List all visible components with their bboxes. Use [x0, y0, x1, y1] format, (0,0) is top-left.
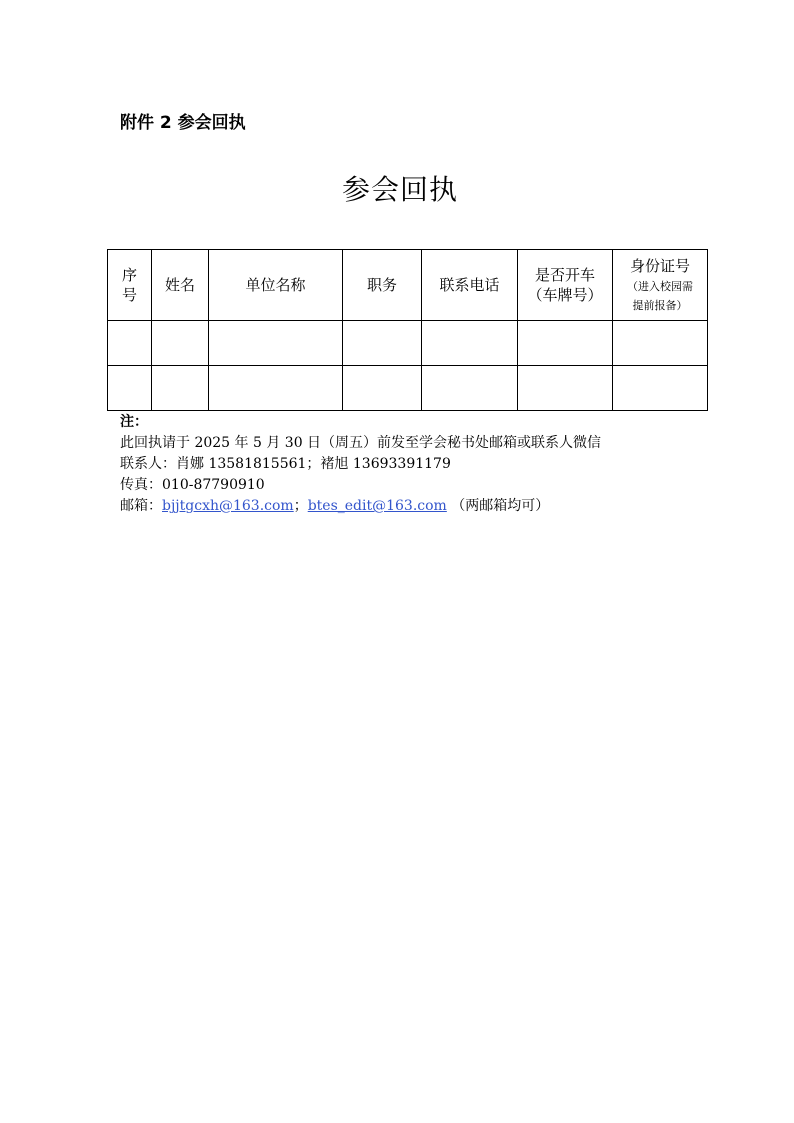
- notes-deadline-text: 此回执请于 2025 年 5 月 30 日（周五）前发至学会秘书处邮箱或联系人微信: [120, 435, 602, 451]
- email-suffix: （两邮箱均可）: [446, 498, 550, 514]
- header-id-line2: （进入校园需: [627, 279, 693, 293]
- notes-email-line: [120, 496, 720, 517]
- table-cell-phone[interactable]: [422, 366, 518, 411]
- header-id-line3: 提前报备）: [632, 298, 688, 312]
- header-car: [518, 250, 613, 321]
- table-cell-car[interactable]: [518, 321, 613, 366]
- table-cell-position[interactable]: [343, 366, 422, 411]
- table-cell-car[interactable]: [518, 366, 613, 411]
- notes-contact-text: 联系人：肖娜 13581815561；褚旭 13693391179: [120, 456, 451, 472]
- reply-form-table: [107, 249, 708, 411]
- table-row: [108, 321, 708, 366]
- header-phone: 联系电话: [422, 250, 518, 321]
- table-cell-id[interactable]: [613, 366, 708, 411]
- table-header-row: [108, 250, 708, 321]
- table-cell-name[interactable]: [152, 366, 209, 411]
- email-link-secondary[interactable]: btes_edit@163.com: [307, 498, 447, 514]
- header-name: 姓名: [152, 250, 209, 321]
- table-cell-id[interactable]: [613, 321, 708, 366]
- header-car-line2: （车牌号）: [527, 286, 603, 304]
- notes-fax-text: 传真：010-87790910: [120, 477, 265, 493]
- email-prefix: 邮箱：: [120, 498, 162, 514]
- table-cell-name[interactable]: [152, 321, 209, 366]
- table-row: [108, 366, 708, 411]
- table-cell-position[interactable]: [343, 321, 422, 366]
- table-cell-unit[interactable]: [209, 321, 343, 366]
- table-cell-seq[interactable]: [108, 366, 152, 411]
- header-seq: [108, 250, 152, 321]
- email-separator: ；: [293, 498, 308, 514]
- header-seq-line1: 序: [121, 266, 137, 284]
- header-unit: 单位名称: [209, 250, 343, 321]
- header-position: 职务: [343, 250, 422, 321]
- table-cell-phone[interactable]: [422, 321, 518, 366]
- notes-section: [120, 412, 720, 517]
- notes-heading: 注：: [120, 414, 148, 430]
- header-seq-line2: 号: [121, 286, 137, 304]
- header-id-line1: 身份证号: [629, 256, 690, 275]
- email-link-primary[interactable]: bjjtgcxh@163.com: [162, 498, 294, 514]
- table-cell-seq[interactable]: [108, 321, 152, 366]
- header-car-line1: 是否开车: [534, 266, 595, 284]
- table-cell-unit[interactable]: [209, 366, 343, 411]
- header-id: [613, 250, 708, 321]
- attachment-label: 附件 2 参会回执: [120, 113, 246, 133]
- document-title: 参会回执: [341, 173, 458, 206]
